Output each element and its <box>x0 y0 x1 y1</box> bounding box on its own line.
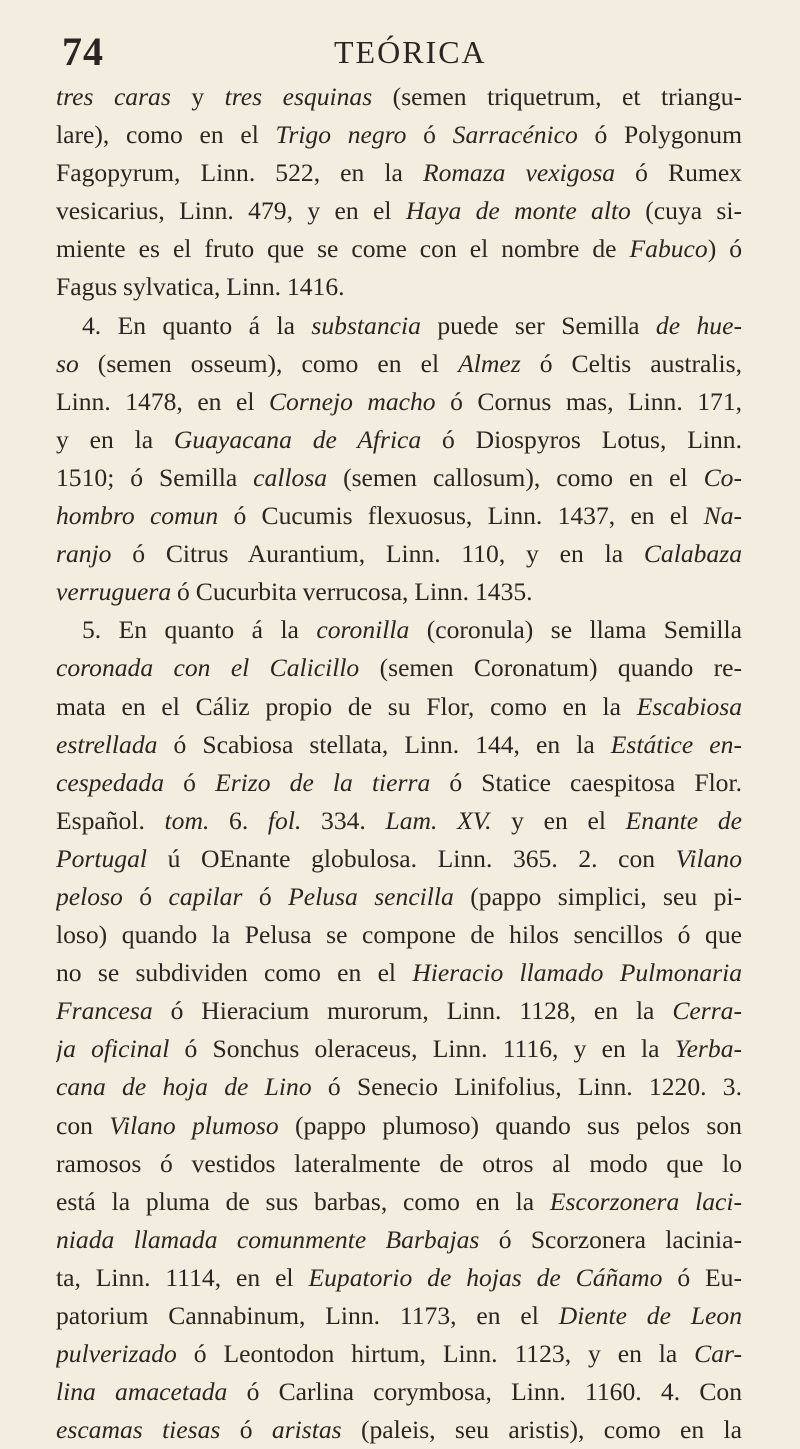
text-run: 334. <box>301 805 386 835</box>
italic-term: Guayacana de Africa <box>173 424 422 454</box>
italic-term: pulverizado <box>56 1339 177 1369</box>
text-line <box>56 573 742 611</box>
italic-term: de hue- <box>655 310 742 340</box>
text-line <box>56 611 742 649</box>
text-line <box>56 1183 742 1221</box>
italic-term: Trigo negro <box>275 120 407 150</box>
text-line <box>56 421 742 459</box>
italic-term: Escabiosa <box>636 691 742 721</box>
page-header <box>62 28 742 72</box>
text-run: (paleis, seu aristis), como en la <box>341 1415 742 1445</box>
text-run: patorium Cannabinum, Linn. 1173, en el <box>56 1301 559 1330</box>
italic-term: tres esquinas <box>224 82 373 111</box>
text-line <box>56 192 742 230</box>
text-run: (semen osseum), como en el <box>78 348 459 378</box>
text-run: y <box>170 82 225 111</box>
italic-term: capilar <box>168 881 243 911</box>
text-run: ó Scorzonera lacinia- <box>479 1224 742 1254</box>
italic-term: substancia <box>311 310 421 340</box>
text-line <box>56 268 742 306</box>
text-run: 6. <box>209 805 268 835</box>
text-run: ta, Linn. 1114, en el <box>56 1262 309 1292</box>
text-run: con <box>56 1110 110 1140</box>
italic-term: Almez <box>458 348 521 378</box>
text-line <box>56 916 742 954</box>
text-line <box>56 1068 742 1106</box>
italic-term: Estátice en- <box>610 729 742 759</box>
italic-term: verruguera <box>56 577 172 607</box>
text-run: vesicarius, Linn. 479, y en el <box>56 196 406 226</box>
italic-term: Lam. XV. <box>385 805 492 835</box>
text-line <box>56 345 742 383</box>
italic-term: lina amacetada <box>56 1377 228 1407</box>
text-run: ) ó <box>707 234 742 264</box>
text-line <box>56 78 742 116</box>
text-run: ó Sonchus oleraceus, Linn. 1116, y en la <box>169 1034 675 1064</box>
text-run: (cuya si- <box>630 196 742 226</box>
text-run: miente es el fruto que se come con el nombre de <box>56 234 630 264</box>
italic-term: Co- <box>703 462 742 492</box>
text-line <box>56 154 742 192</box>
italic-term: hombro comun <box>56 501 219 531</box>
text-line <box>56 1145 742 1183</box>
text-line <box>56 840 742 878</box>
italic-term: cespedada <box>56 767 165 797</box>
italic-term: Cornejo macho <box>268 386 436 416</box>
text-line <box>56 649 742 687</box>
italic-term: fol. <box>267 805 302 835</box>
text-run: ó <box>220 1415 272 1445</box>
italic-term: Eupatorio de hojas de Cáñamo <box>308 1262 663 1292</box>
text-run: Fagus sylvatica, Linn. 1416. <box>56 272 345 302</box>
italic-term: coronilla <box>316 615 410 645</box>
text-line <box>56 1297 742 1335</box>
italic-term: tom. <box>164 805 210 835</box>
text-line <box>56 954 742 992</box>
text-run: ó Cucurbita verrucosa, Linn. 1435. <box>171 577 533 607</box>
italic-term: Hieracio llamado Pulmonaria <box>412 958 742 988</box>
text-run: (semen triquetrum, et triangu- <box>372 82 742 111</box>
italic-term: tres caras <box>56 82 171 111</box>
italic-term: ranjo <box>56 539 112 569</box>
text-run: ó Hieracium murorum, Linn. 1128, en la <box>152 996 673 1026</box>
italic-term: Sarracénico <box>452 120 578 150</box>
text-run: está la pluma de sus barbas, como en la <box>56 1186 550 1216</box>
italic-term: Portugal <box>56 843 148 873</box>
italic-term: Na- <box>703 501 742 531</box>
italic-term: aristas <box>271 1415 342 1445</box>
italic-term: Car- <box>694 1339 742 1369</box>
text-line <box>56 116 742 154</box>
text-line <box>56 497 742 535</box>
text-line <box>56 307 742 345</box>
page-number: 74 <box>62 29 104 74</box>
text-run: ó <box>406 120 453 150</box>
text-run: ú OEnante globulosa. Linn. 365. 2. con <box>147 843 676 873</box>
text-run: Español. <box>56 805 165 835</box>
text-line <box>56 726 742 764</box>
text-run: lare), como en el <box>56 120 276 150</box>
italic-term: Fabuco <box>629 234 708 264</box>
text-run: ó Statice caespitosa Flor. <box>430 767 742 797</box>
text-run: (semen Coronatum) quando re- <box>359 653 742 683</box>
italic-term: Calabaza <box>643 539 742 569</box>
text-run: ó Diospyros Lotus, Linn. <box>421 424 742 454</box>
text-line <box>56 230 742 268</box>
italic-term: callosa <box>253 462 328 492</box>
italic-term: Escorzonera laci- <box>549 1186 742 1216</box>
text-run: ramosos ó vestidos lateralmente de otros al modo que lo <box>56 1148 742 1178</box>
italic-term: Francesa <box>56 996 153 1026</box>
text-run: ó Eu- <box>662 1262 742 1292</box>
text-line <box>56 459 742 497</box>
running-head: TEÓRICA <box>334 34 487 70</box>
text-run: Fagopyrum, Linn. 522, en la <box>56 158 423 188</box>
text-run: (coronula) se llama Semilla <box>409 615 742 645</box>
text-run: no se subdividen como en el <box>56 958 413 988</box>
text-line <box>56 1335 742 1373</box>
text-run: ó <box>164 767 216 797</box>
text-run: (semen callosum), como en el <box>327 462 704 492</box>
text-line <box>56 1259 742 1297</box>
text-run: Linn. 1478, en el <box>56 386 269 416</box>
text-run: ó Citrus Aurantium, Linn. 110, y en la <box>111 539 644 569</box>
text-run: ó Carlina corymbosa, Linn. 1160. 4. Con <box>227 1377 742 1407</box>
text-run: mata en el Cáliz propio de su Flor, como en la <box>56 691 637 721</box>
italic-term: escamas tiesas <box>56 1415 221 1445</box>
italic-term: Vilano plumoso <box>109 1110 279 1140</box>
text-run: ó Rumex <box>615 158 742 188</box>
text-run: ó Senecio Linifolius, Linn. 1220. 3. <box>311 1072 742 1102</box>
text-run: ó <box>242 881 289 911</box>
text-line <box>56 764 742 802</box>
italic-term: coronada con el Calicillo <box>56 653 360 683</box>
text-run: ó Leontodon hirtum, Linn. 1123, y en la <box>176 1339 695 1369</box>
text-line <box>56 992 742 1030</box>
italic-term: Erizo de la tierra <box>215 767 431 797</box>
text-line <box>56 878 742 916</box>
text-run: puede ser Semilla <box>420 310 656 340</box>
text-run: (pappo plumoso) quando sus pelos son <box>278 1110 742 1140</box>
text-run: ó Scabiosa stellata, Linn. 144, en la <box>157 729 611 759</box>
text-run: loso) quando la Pelusa se compone de hilos sencillos ó que <box>56 920 742 950</box>
text-run: 4. En quanto á la <box>82 310 312 340</box>
italic-term: peloso <box>56 881 123 911</box>
text-line <box>56 688 742 726</box>
text-run: ó Cornus mas, Linn. 171, <box>435 386 742 416</box>
italic-term: Yerba- <box>674 1034 742 1064</box>
italic-term: Vilano <box>675 843 742 873</box>
italic-term: niada llamada comunmente Barbajas <box>56 1224 480 1254</box>
text-run: ó Polygonum <box>577 120 742 150</box>
text-line <box>56 1221 742 1259</box>
text-run: ó Celtis australis, <box>520 348 742 378</box>
text-line <box>56 535 742 573</box>
body-text <box>56 78 742 1449</box>
italic-term: ja oficinal <box>56 1034 170 1064</box>
text-run: ó <box>122 881 169 911</box>
text-run: (pappo simplici, seu pi- <box>453 881 742 911</box>
italic-term: so <box>56 348 79 378</box>
italic-term: cana de hoja de Lino <box>56 1072 312 1102</box>
text-run: y en la <box>56 424 174 454</box>
italic-term: Pelusa sencilla <box>288 881 454 911</box>
text-run: y en el <box>491 805 626 835</box>
text-run: 1510; ó Semilla <box>56 462 254 492</box>
text-run: ó Cucumis flexuosus, Linn. 1437, en el <box>218 501 704 531</box>
text-line <box>56 802 742 840</box>
text-line <box>56 1030 742 1068</box>
italic-term: Diente de Leon <box>558 1301 742 1330</box>
italic-term: Romaza vexigosa <box>422 158 616 188</box>
text-run: 5. En quanto á la <box>82 615 317 645</box>
text-line <box>56 1107 742 1145</box>
italic-term: Cerra- <box>672 996 742 1026</box>
italic-term: estrellada <box>56 729 158 759</box>
text-line <box>56 1373 742 1411</box>
text-line <box>56 1411 742 1449</box>
italic-term: Enante de <box>625 805 742 835</box>
text-line <box>56 383 742 421</box>
italic-term: Haya de monte alto <box>405 196 631 226</box>
